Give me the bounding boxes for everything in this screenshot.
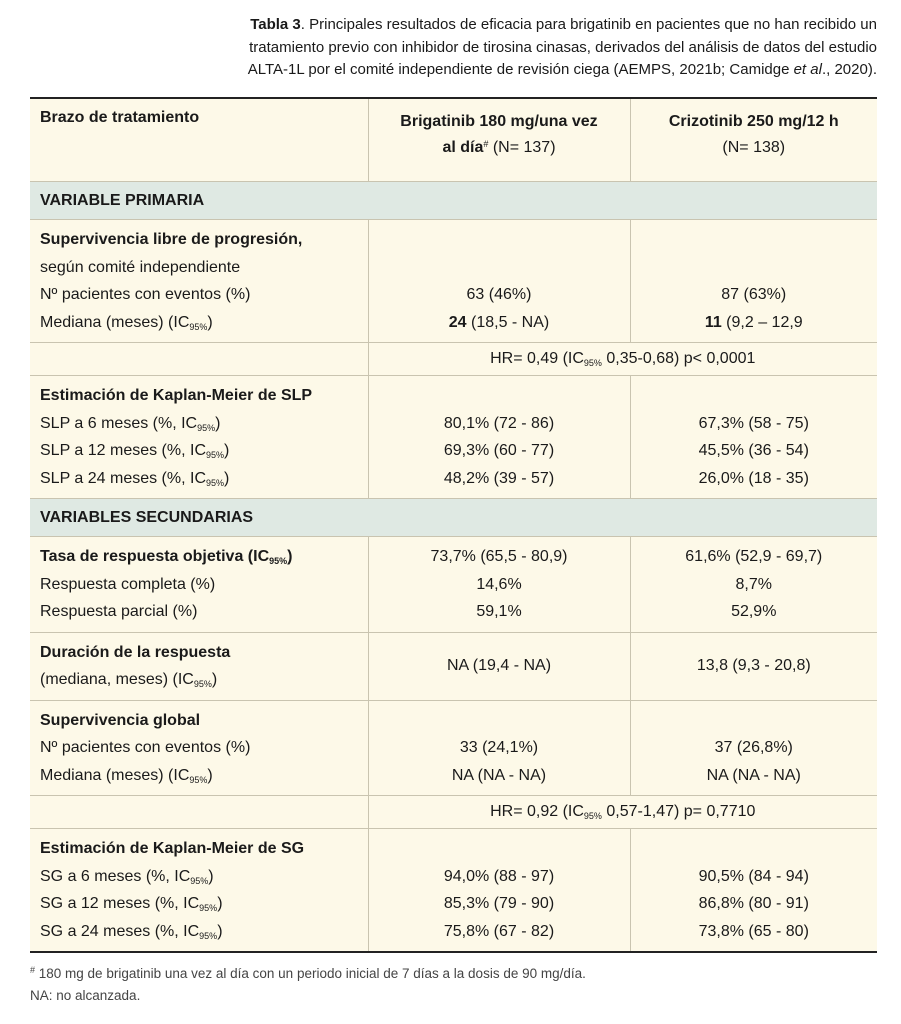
caption-line2: tratamiento previo con inhibidor de tirosina cinasas, derivados del análisis de datos del estudio — [249, 38, 877, 56]
caption-line3b: ., 2020). — [821, 61, 877, 78]
table-header-row — [30, 98, 877, 182]
efficacy-table — [30, 97, 877, 953]
caption-label: Tabla 3 — [250, 16, 301, 33]
row-km-sg: Estimación de Kaplan-Meier de SG SG a 6 meses (%, $IC_{95\%}$) SG a 12 meses (%, $IC_{95\%}$) SG a 24 meses (%, $IC_{95\%}$) 94,0% (88 - 97) 85,3% (79 - 90) 75,8% (67 - 82) 90,5% (84 - 94) 86,8% (80 - 91) 73,8% (65 - 80) — [30, 829, 877, 953]
table-caption — [30, 14, 877, 82]
footnote-na: NA: no alcanzada. — [30, 988, 141, 1003]
caption-line3a: ALTA-1L por el comité independiente de revisión ciega (AEMPS, 2021b; Camidge — [247, 61, 794, 78]
header-brigatinib: Brigatinib 180 mg/una vez al día# (N= 137) — [368, 98, 630, 182]
caption-line1: . Principales resultados de eficacia para brigatinib en pacientes que no han recibido un — [300, 16, 877, 33]
row-sg: Supervivencia global Nº pacientes con eventos (%) Mediana (meses) $(IC_{95\%})$ 33 (24,1%) NA (NA - NA) 37 (26,8%) NA (NA - NA) — [30, 700, 877, 796]
row-km-slp: Estimación de Kaplan-Meier de SLP SLP a 6 meses (%, $IC_{95\%}$) SLP a 12 meses (%, $IC_{95\%}$) SLP a 24 meses (%, $IC_{95\%}$) 80,1% (72 - 86) 69,3% (60 - 77) 48,2% (39 - 57) 67,3% (58 - 75) 45,5% (36 - 54) 26,0% (18 - 35) — [30, 376, 877, 499]
caption-line3-italic: et al — [793, 61, 822, 78]
row-sg-hr: HR= 0,92 ($IC_{95\%}$ 0,57-1,47) p= 0,7710 — [30, 796, 877, 829]
footnote-dose: # 180 mg de brigatinib una vez al día con un periodo inicial de 7 días a la dosis de 90 mg/día. — [30, 965, 586, 981]
row-slp: Supervivencia libre de progresión, según comité independiente Nº pacientes con eventos (%) Mediana (meses) $(IC_{95\%})$ 63 (46%) 24 (18,5 - NA) 87 (63%) 11 (9,2 – 12,9 — [30, 220, 877, 343]
row-duration: Duración de la respuesta (mediana, meses) $(IC_{95\%})$ NA (19,4 - NA) 13,8 (9,3 - 20,8) — [30, 632, 877, 700]
row-tro: Tasa de respuesta objetiva $(IC_{95\%})$ Respuesta completa (%) Respuesta parcial (%) 73,7% (65,5 - 80,9) 14,6% 59,1% 61,6% (52,9 - 69,7) 8,7% 52,9% — [30, 537, 877, 633]
header-crizotinib: Crizotinib 250 mg/12 h (N= 138) — [630, 98, 877, 182]
header-treatment-arm: Brazo de tratamiento — [30, 98, 368, 182]
row-slp-hr: HR= 0,49 ($IC_{95\%}$ 0,35-0,68) p< 0,0001 — [30, 343, 877, 376]
footnotes — [30, 963, 586, 1007]
section-primary: VARIABLE PRIMARIA — [30, 182, 877, 220]
section-secondary: VARIABLES SECUNDARIAS — [30, 499, 877, 537]
